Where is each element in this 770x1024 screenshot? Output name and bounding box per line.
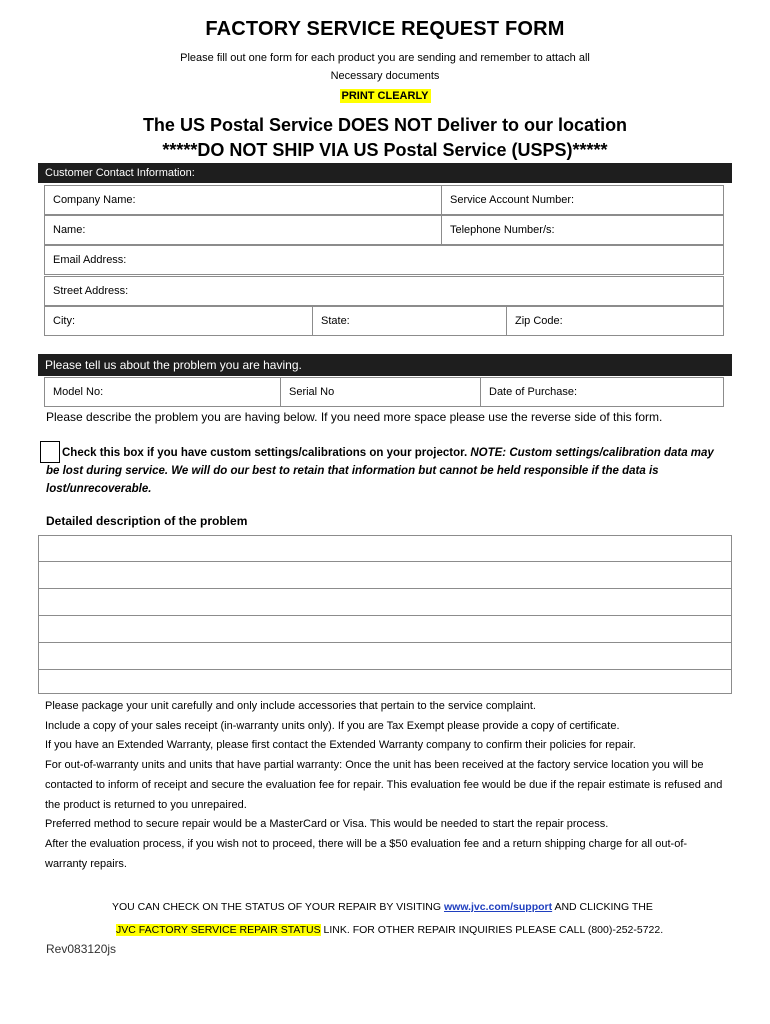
problem-section-heading-text: Please tell us about the problem you are having. <box>45 358 302 372</box>
city-label: City: <box>53 315 75 327</box>
subtitle-line-2: Necessary documents <box>330 70 440 82</box>
company-row <box>44 185 724 215</box>
street-address-label: Street Address: <box>53 285 129 297</box>
description-line[interactable] <box>39 670 731 693</box>
status-line <box>112 901 653 913</box>
description-line[interactable] <box>39 643 731 670</box>
telephone-label: Telephone Number/s: <box>450 224 555 236</box>
description-box[interactable] <box>38 535 732 694</box>
instruction-item: Include a copy of your sales receipt (in-warranty units only). If you are Tax Exempt please provide a copy of certificate. <box>45 719 620 732</box>
state-field[interactable] <box>312 307 506 335</box>
custom-settings-notice <box>46 444 728 498</box>
name-row <box>44 215 724 245</box>
zip-code-label: Zip Code: <box>515 315 563 327</box>
jvc-support-link[interactable]: www.jvc.com/support <box>443 901 553 913</box>
description-line[interactable] <box>39 616 731 643</box>
email-label: Email Address: <box>53 254 127 266</box>
instruction-item: For out-of-warranty units and units that have partial warranty: Once the unit has been received at the factory service location you will be contacted to inform of receipt and secure the evaluation fee for repair. This evaluation fee would be due if the repair estimate is refused and the product is returned to you unrepaired. <box>45 759 723 811</box>
instruction-item: Preferred method to secure repair would be a MasterCard or Visa. This would be needed to start the repair process. <box>45 818 609 831</box>
usps-warning-1: The US Postal Service DOES NOT Deliver to our location <box>142 115 628 135</box>
description-line[interactable] <box>39 562 731 589</box>
subtitle-line-1: Please fill out one form for each product you are sending and remember to attach all <box>180 52 590 64</box>
name-label: Name: <box>53 224 86 236</box>
description-line[interactable] <box>39 589 731 616</box>
instructions-block <box>45 697 725 874</box>
model-number-label: Model No: <box>53 386 104 398</box>
customer-section-heading <box>38 163 732 183</box>
instruction-item: If you have an Extended Warranty, please first contact the Extended Warranty company to confirm their policies for repair. <box>45 739 636 752</box>
detailed-description-heading: Detailed description of the problem <box>46 514 248 528</box>
form-title: FACTORY SERVICE REQUEST FORM <box>205 18 565 40</box>
street-address-field[interactable] <box>45 277 725 305</box>
description-line[interactable] <box>39 536 731 562</box>
instruction-item: Please package your unit carefully and only include accessories that pertain to the service complaint. <box>45 700 536 712</box>
serial-number-field[interactable] <box>280 378 480 406</box>
service-account-field[interactable] <box>441 186 725 214</box>
email-field[interactable] <box>45 246 725 274</box>
status-suffix: AND CLICKING THE <box>552 901 653 913</box>
checkbox-note: NOTE: Custom settings/calibration data may be lost during service. We will do our best to retain that information but cannot be held responsible if the data is lost/unrecoverable. <box>46 447 714 495</box>
city-field[interactable] <box>45 307 312 335</box>
status-prefix: YOU CAN CHECK ON THE STATUS OF YOUR REPAIR BY VISITING <box>112 901 444 913</box>
date-of-purchase-field[interactable] <box>480 378 725 406</box>
email-row <box>44 245 724 275</box>
serial-number-label: Serial No <box>289 386 335 398</box>
zip-code-field[interactable] <box>506 307 725 335</box>
street-row <box>44 276 724 306</box>
checkbox-label: Check this box if you have custom settings/calibrations on your projector. <box>62 447 468 459</box>
repair-status-line <box>116 924 663 936</box>
print-clearly-label: PRINT CLEARLY <box>341 90 429 102</box>
telephone-field[interactable] <box>441 216 725 244</box>
company-name-field[interactable] <box>45 186 441 214</box>
city-row <box>44 306 724 336</box>
repair-inquiry-text: LINK. FOR OTHER REPAIR INQUIRIES PLEASE CALL (800)-252-5722. <box>320 924 664 936</box>
customer-section-heading-text: Customer Contact Information: <box>45 167 195 179</box>
model-number-field[interactable] <box>45 378 280 406</box>
revision-code: Rev083120js <box>46 942 117 956</box>
describe-instruction: Please describe the problem you are having below. If you need more space please use the reverse side of this form. <box>46 410 663 424</box>
product-row <box>44 377 724 407</box>
instruction-item: After the evaluation process, if you wish not to proceed, there will be a $50 evaluation fee and a return shipping charge for all out-of-warranty repairs. <box>45 837 688 870</box>
date-of-purchase-label: Date of Purchase: <box>489 386 578 398</box>
problem-section-heading <box>38 354 732 376</box>
company-name-label: Company Name: <box>53 194 136 206</box>
service-account-label: Service Account Number: <box>450 194 575 206</box>
repair-status-link[interactable]: JVC FACTORY SERVICE REPAIR STATUS <box>116 924 321 936</box>
print-clearly-notice <box>0 90 770 102</box>
name-field[interactable] <box>45 216 441 244</box>
state-label: State: <box>321 315 350 327</box>
usps-warning-2: *****DO NOT SHIP VIA US Postal Service (USPS)***** <box>162 140 608 160</box>
